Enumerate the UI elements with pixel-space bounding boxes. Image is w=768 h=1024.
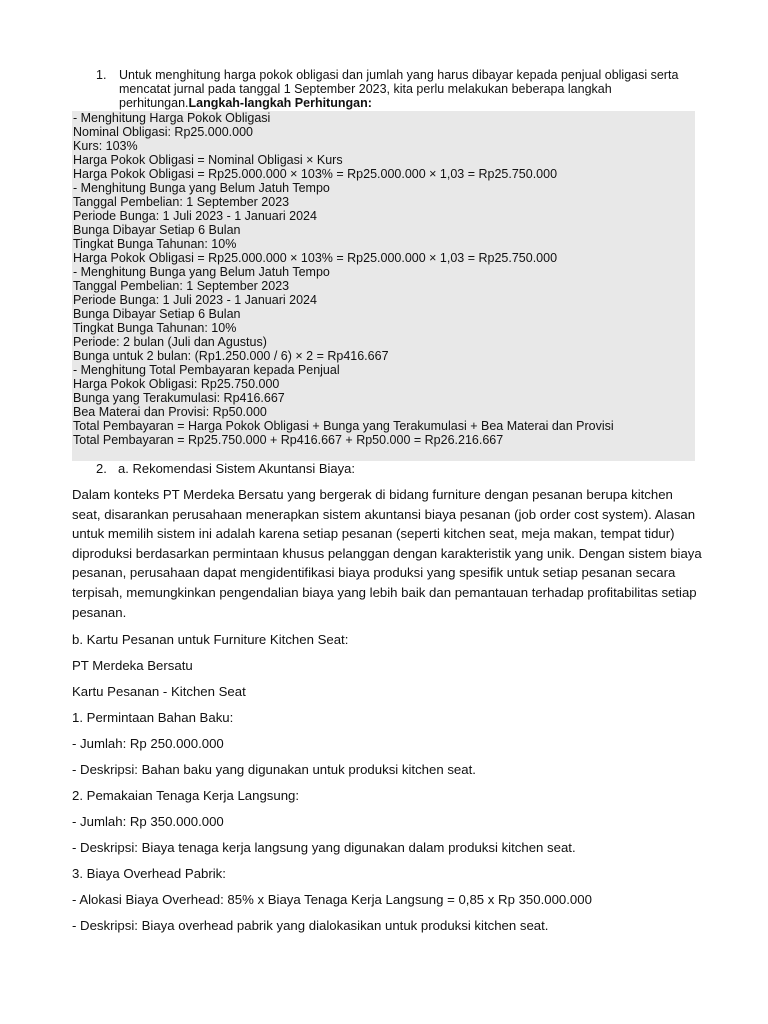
calc-line: - Menghitung Harga Pokok Obligasi — [73, 111, 271, 125]
calc-line: Periode: 2 bulan (Juli dan Agustus) — [73, 335, 267, 349]
cost-description: - Deskripsi: Biaya tenaga kerja langsung yang digunakan dalam produksi kitchen seat. — [72, 840, 576, 856]
calc-line: Tanggal Pembelian: 1 September 2023 — [73, 195, 290, 209]
calc-line: Harga Pokok Obligasi: Rp25.750.000 — [73, 377, 280, 391]
list-item-1 — [96, 68, 696, 110]
calculation-block — [72, 111, 695, 461]
list-item-text: a. Rekomendasi Sistem Akuntansi Biaya: — [118, 461, 356, 476]
calc-heading: Langkah-langkah Perhitungan: — [188, 96, 372, 110]
cost-amount: - Jumlah: Rp 350.000.000 — [72, 814, 224, 830]
calc-line: - Menghitung Total Pembayaran kepada Penjual — [73, 363, 340, 377]
calc-line: Harga Pokok Obligasi = Rp25.000.000 × 103% = Rp25.000.000 × 1,03 = Rp25.750.000 — [73, 251, 558, 265]
calc-line: Bunga Dibayar Setiap 6 Bulan — [73, 307, 241, 321]
body-text — [72, 485, 702, 935]
list-number: 2. — [96, 461, 107, 476]
calc-line: - Menghitung Bunga yang Belum Jatuh Tempo — [73, 181, 330, 195]
calc-line: Tanggal Pembelian: 1 September 2023 — [73, 279, 290, 293]
calc-line: - Menghitung Bunga yang Belum Jatuh Tempo — [73, 265, 330, 279]
calc-line: Tingkat Bunga Tahunan: 10% — [73, 321, 237, 335]
cost-description: - Deskripsi: Bahan baku yang digunakan untuk produksi kitchen seat. — [72, 762, 476, 778]
list-item-text — [119, 68, 696, 110]
calc-line: Bea Materai dan Provisi: Rp50.000 — [73, 405, 267, 419]
card-title: Kartu Pesanan - Kitchen Seat — [72, 684, 246, 700]
calc-line: Nominal Obligasi: Rp25.000.000 — [73, 125, 253, 139]
cost-description: - Deskripsi: Biaya overhead pabrik yang dialokasikan untuk produksi kitchen seat. — [72, 918, 549, 934]
company-name: PT Merdeka Bersatu — [72, 658, 193, 674]
cost-amount: - Jumlah: Rp 250.000.000 — [72, 736, 224, 752]
calc-line: Periode Bunga: 1 Juli 2023 - 1 Januari 2024 — [73, 209, 317, 223]
calc-line: Total Pembayaran = Harga Pokok Obligasi + Bunga yang Terakumulasi + Bea Materai dan Provisi — [73, 419, 614, 433]
calc-line: Harga Pokok Obligasi = Nominal Obligasi × Kurs — [73, 153, 343, 167]
calc-line: Bunga Dibayar Setiap 6 Bulan — [73, 223, 241, 237]
calc-line: Kurs: 103% — [73, 139, 138, 153]
list-item-2 — [96, 461, 696, 477]
calc-line: Bunga yang Terakumulasi: Rp416.667 — [73, 391, 285, 405]
intro-text: Untuk menghitung harga pokok obligasi dan jumlah yang harus dibayar kepada penjual obligasi serta mencatat jurnal pada tanggal 1 September 2023, kita perlu melakukan beberapa langkah perhitungan. — [119, 68, 679, 110]
calc-line: Total Pembayaran = Rp25.750.000 + Rp416.667 + Rp50.000 = Rp26.216.667 — [73, 433, 504, 447]
cost-heading: 1. Permintaan Bahan Baku: — [72, 710, 234, 726]
cost-amount: - Alokasi Biaya Overhead: 85% x Biaya Tenaga Kerja Langsung = 0,85 x Rp 350.000.000 — [72, 892, 592, 908]
cost-heading: 2. Pemakaian Tenaga Kerja Langsung: — [72, 788, 300, 804]
calc-line: Periode Bunga: 1 Juli 2023 - 1 Januari 2024 — [73, 293, 317, 307]
recommendation-paragraph: Dalam konteks PT Merdeka Bersatu yang bergerak di bidang furniture dengan pesanan berupa kitchen seat, disarankan perusahaan menerapkan sistem akuntansi biaya pesanan (job order cost system). Alasan untuk memilih sistem ini adalah karena setiap pesanan (seperti kitchen seat, meja makan, tempat tidur) diproduksi berdasarkan permintaan khusus pelanggan dengan karakteristik yang unik. Dengan sistem biaya pesanan, perusahaan dapat mengidentifikasi biaya produksi yang spesifik untuk setiap pesanan secara terpisah, memungkinkan pengendalian biaya yang lebih baik dan pemantauan terhadap profitabilitas setiap pesanan. — [72, 487, 702, 620]
list-number: 1. — [96, 68, 107, 82]
calc-line: Tingkat Bunga Tahunan: 10% — [73, 237, 237, 251]
calc-line: Bunga untuk 2 bulan: (Rp1.250.000 / 6) × 2 = Rp416.667 — [73, 349, 389, 363]
cost-heading: 3. Biaya Overhead Pabrik: — [72, 866, 226, 882]
calc-line: Harga Pokok Obligasi = Rp25.000.000 × 103% = Rp25.000.000 × 1,03 = Rp25.750.000 — [73, 167, 558, 181]
section-heading: b. Kartu Pesanan untuk Furniture Kitchen Seat: — [72, 632, 349, 648]
